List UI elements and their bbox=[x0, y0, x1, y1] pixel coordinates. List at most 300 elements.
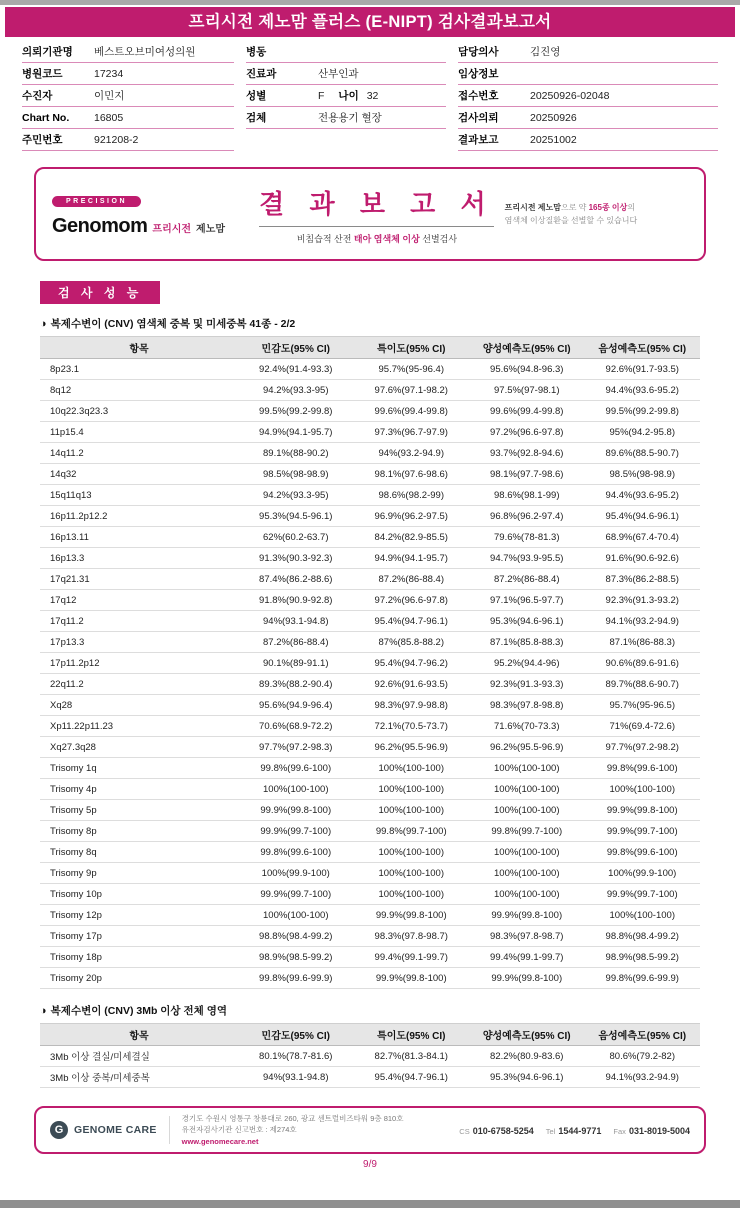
item-cell: Trisomy 20p bbox=[40, 968, 238, 989]
section-title-test-performance: 검 사 성 능 bbox=[40, 281, 160, 304]
field-label: 임상정보 bbox=[458, 68, 499, 80]
table-row bbox=[40, 779, 700, 800]
value-cell: 99.9%(99.8-100) bbox=[238, 800, 354, 821]
note-part: 염색체 이상질환을 선별할 수 있습니다 bbox=[504, 216, 638, 225]
value-cell: 99.9%(99.8-100) bbox=[469, 905, 585, 926]
value-cell: 98.6%(98.2-99) bbox=[354, 485, 470, 506]
field-label: 결과보고 bbox=[458, 134, 499, 146]
table-row bbox=[40, 695, 700, 716]
value-cell: 97.2%(96.6-97.8) bbox=[354, 590, 470, 611]
patient-info-col-3 bbox=[458, 41, 718, 151]
value-cell: 98.5%(98-98.9) bbox=[238, 464, 354, 485]
value-cell: 98.8%(98.4-99.2) bbox=[238, 926, 354, 947]
footer-contacts bbox=[459, 1121, 690, 1139]
value-cell: 94.9%(94.1-95.7) bbox=[354, 548, 470, 569]
field-label: 병동 bbox=[246, 46, 267, 58]
item-cell: 22q11.2 bbox=[40, 674, 238, 695]
info-row-dept bbox=[246, 63, 446, 85]
value-cell: 97.1%(96.5-97.7) bbox=[469, 590, 585, 611]
value-cell: 90.1%(89-91.1) bbox=[238, 653, 354, 674]
value-cell: 96.9%(96.2-97.5) bbox=[354, 506, 470, 527]
value-cell: 100%(100-100) bbox=[238, 905, 354, 926]
value-cell: 99.9%(99.7-100) bbox=[238, 884, 354, 905]
value-cell: 100%(100-100) bbox=[469, 884, 585, 905]
field-label: 수진자 bbox=[22, 90, 53, 102]
table-row bbox=[40, 674, 700, 695]
value-cell: 99.9%(99.7-100) bbox=[238, 821, 354, 842]
item-cell: 11p15.4 bbox=[40, 422, 238, 443]
value-cell: 95.2%(94.4-96) bbox=[469, 653, 585, 674]
value-cell: 100%(100-100) bbox=[354, 842, 470, 863]
value-cell: 99.8%(99.6-100) bbox=[238, 758, 354, 779]
value-cell: 91.8%(90.9-92.8) bbox=[238, 590, 354, 611]
page-number: 9/9 bbox=[363, 1159, 377, 1170]
value-cell: 94.2%(93.3-95) bbox=[238, 485, 354, 506]
column-header-specificity: 특이도(95% CI) bbox=[354, 1024, 470, 1046]
genomom-korean-1: 프리시전 bbox=[152, 224, 192, 235]
value-cell: 89.3%(88.2-90.4) bbox=[238, 674, 354, 695]
table-header-row bbox=[40, 1024, 700, 1046]
value-cell: 91.6%(90.6-92.6) bbox=[585, 548, 701, 569]
value-cell: 95.7%(95-96.5) bbox=[585, 695, 701, 716]
table-row bbox=[40, 947, 700, 968]
value-cell: 99.8%(99.6-100) bbox=[585, 758, 701, 779]
table-row bbox=[40, 1067, 700, 1088]
value-cell: 95.4%(94.7-96.1) bbox=[354, 611, 470, 632]
info-row-request-date bbox=[458, 107, 718, 129]
value-cell: 98.3%(97.8-98.7) bbox=[469, 926, 585, 947]
genomecare-logo-icon: G bbox=[50, 1121, 68, 1139]
value-cell: 87.2%(86-88.4) bbox=[238, 632, 354, 653]
value-cell: 99.6%(99.4-99.8) bbox=[469, 401, 585, 422]
table-row bbox=[40, 1046, 700, 1067]
field-value: F bbox=[318, 89, 325, 102]
address-line-2: 유전자검사기관 신고번호 : 제274호 bbox=[181, 1125, 297, 1135]
value-cell: 99.8%(99.7-100) bbox=[469, 821, 585, 842]
caption-text: 복제수변이 (CNV) 3Mb 이상 전체 영역 bbox=[50, 1005, 227, 1017]
value-cell: 97.7%(97.2-98.2) bbox=[585, 737, 701, 758]
info-row-sex-age bbox=[246, 85, 446, 107]
column-header-npv: 음성예측도(95% CI) bbox=[585, 337, 701, 359]
value-cell: 95%(94.2-95.8) bbox=[585, 422, 701, 443]
info-row-ward bbox=[246, 41, 446, 63]
value-cell: 98.3%(97.9-98.8) bbox=[354, 695, 470, 716]
table-row bbox=[40, 485, 700, 506]
item-cell: Trisomy 17p bbox=[40, 926, 238, 947]
table-row bbox=[40, 716, 700, 737]
item-cell: 15q11q13 bbox=[40, 485, 238, 506]
value-cell: 98.9%(98.5-99.2) bbox=[238, 947, 354, 968]
field-value: 20250926-02048 bbox=[530, 89, 610, 102]
value-cell: 68.9%(67.4-70.4) bbox=[585, 527, 701, 548]
field-value: 산부인과 bbox=[318, 68, 359, 80]
subtitle-part: 선별검사 bbox=[419, 233, 458, 244]
column-header-sensitivity: 민감도(95% CI) bbox=[238, 1024, 354, 1046]
value-cell: 89.7%(88.6-90.7) bbox=[585, 674, 701, 695]
value-cell: 72.1%(70.5-73.7) bbox=[354, 716, 470, 737]
genomom-korean-2: 제노맘 bbox=[196, 224, 226, 235]
value-cell: 98.1%(97.7-98.6) bbox=[469, 464, 585, 485]
value-cell: 94.9%(94.1-95.7) bbox=[238, 422, 354, 443]
table-row bbox=[40, 401, 700, 422]
value-cell: 82.2%(80.9-83.6) bbox=[469, 1046, 585, 1067]
value-cell: 97.7%(97.2-98.3) bbox=[238, 737, 354, 758]
contact-value: 010-6758-5254 bbox=[472, 1126, 534, 1136]
column-header-item: 항목 bbox=[40, 337, 238, 359]
item-cell: 8q12 bbox=[40, 380, 238, 401]
value-cell: 71%(69.4-72.6) bbox=[585, 716, 701, 737]
field-value: 921208-2 bbox=[94, 133, 139, 146]
value-cell: 96.2%(95.5-96.9) bbox=[469, 737, 585, 758]
cnv-duplication-table-body bbox=[40, 359, 700, 989]
item-cell: Trisomy 12p bbox=[40, 905, 238, 926]
item-cell: 16p13.3 bbox=[40, 548, 238, 569]
value-cell: 100%(100-100) bbox=[585, 905, 701, 926]
value-cell: 100%(100-100) bbox=[354, 800, 470, 821]
value-cell: 99.4%(99.1-99.7) bbox=[354, 947, 470, 968]
value-cell: 100%(100-100) bbox=[354, 884, 470, 905]
table-row bbox=[40, 737, 700, 758]
subtitle-highlight: 태아 염색체 이상 bbox=[353, 233, 420, 244]
item-cell: 10q22.3q23.3 bbox=[40, 401, 238, 422]
value-cell: 98.5%(98-98.9) bbox=[585, 464, 701, 485]
field-label: 주민번호 bbox=[22, 134, 63, 146]
banner-center bbox=[259, 184, 494, 245]
cnv-3mb-table bbox=[40, 1023, 700, 1088]
value-cell: 92.6%(91.7-93.5) bbox=[585, 359, 701, 380]
contact-fax bbox=[613, 1121, 690, 1139]
value-cell: 94.1%(93.2-94.9) bbox=[585, 1067, 701, 1088]
genomecare-logo-text: GENOME CARE bbox=[74, 1124, 157, 1136]
value-cell: 99.8%(99.6-99.9) bbox=[238, 968, 354, 989]
value-cell: 70.6%(68.9-72.2) bbox=[238, 716, 354, 737]
value-cell: 97.3%(96.7-97.9) bbox=[354, 422, 470, 443]
column-header-ppv: 양성예측도(95% CI) bbox=[469, 337, 585, 359]
value-cell: 100%(99.9-100) bbox=[238, 863, 354, 884]
value-cell: 99.9%(99.8-100) bbox=[354, 968, 470, 989]
table-row bbox=[40, 359, 700, 380]
value-cell: 90.6%(89.6-91.6) bbox=[585, 653, 701, 674]
field-value: 20251002 bbox=[530, 133, 577, 146]
value-cell: 95.4%(94.7-96.1) bbox=[354, 1067, 470, 1088]
field-value: 17234 bbox=[94, 67, 124, 80]
value-cell: 87.4%(86.2-88.6) bbox=[238, 569, 354, 590]
item-cell: 17p11.2p12 bbox=[40, 653, 238, 674]
field-value: 전용용기 혈장 bbox=[318, 112, 382, 124]
footer bbox=[34, 1106, 706, 1154]
item-cell: 17q11.2 bbox=[40, 611, 238, 632]
value-cell: 100%(100-100) bbox=[469, 779, 585, 800]
value-cell: 100%(100-100) bbox=[354, 863, 470, 884]
value-cell: 93.7%(92.8-94.6) bbox=[469, 443, 585, 464]
address-line-1: 경기도 수원시 영통구 창룡대로 260, 광교 센트럴비즈타워 9층 810호 bbox=[181, 1114, 404, 1124]
item-cell: 17q12 bbox=[40, 590, 238, 611]
value-cell: 99.9%(99.8-100) bbox=[469, 968, 585, 989]
footer-address bbox=[182, 1113, 404, 1147]
value-cell: 80.1%(78.7-81.6) bbox=[238, 1046, 354, 1067]
value-cell: 87.2%(86-88.4) bbox=[354, 569, 470, 590]
note-part: 으로 약 bbox=[560, 202, 589, 212]
info-row-org bbox=[22, 41, 234, 63]
item-cell: 3Mb 이상 결실/미세결실 bbox=[40, 1046, 238, 1067]
column-header-npv: 음성예측도(95% CI) bbox=[585, 1024, 701, 1046]
field-label: 성별 bbox=[246, 90, 267, 102]
item-cell: 16p13.11 bbox=[40, 527, 238, 548]
column-header-ppv: 양성예측도(95% CI) bbox=[469, 1024, 585, 1046]
contact-label: Tel bbox=[545, 1127, 556, 1136]
table-row bbox=[40, 632, 700, 653]
table-row bbox=[40, 800, 700, 821]
value-cell: 95.6%(94.9-96.4) bbox=[238, 695, 354, 716]
value-cell: 99.4%(99.1-99.7) bbox=[469, 947, 585, 968]
column-header-specificity: 특이도(95% CI) bbox=[354, 337, 470, 359]
contact-value: 1544-9771 bbox=[558, 1126, 602, 1136]
item-cell: Trisomy 5p bbox=[40, 800, 238, 821]
info-row-clinical bbox=[458, 63, 718, 85]
field-value: 16805 bbox=[94, 111, 124, 124]
value-cell: 99.9%(99.7-100) bbox=[585, 884, 701, 905]
column-header-item: 항목 bbox=[40, 1024, 238, 1046]
value-cell: 87.2%(86-88.4) bbox=[469, 569, 585, 590]
value-cell: 92.6%(91.6-93.5) bbox=[354, 674, 470, 695]
value-cell: 92.3%(91.3-93.2) bbox=[585, 590, 701, 611]
banner-title: 결 과 보 고 서 bbox=[259, 188, 495, 219]
table-row bbox=[40, 569, 700, 590]
info-row-receipt-no bbox=[458, 85, 718, 107]
field-label: 병원코드 bbox=[22, 68, 63, 80]
table-row bbox=[40, 464, 700, 485]
banner-divider bbox=[259, 226, 494, 227]
value-cell: 99.5%(99.2-99.8) bbox=[585, 401, 701, 422]
cnv-3mb-table-body bbox=[40, 1046, 700, 1088]
value-cell: 89.6%(88.5-90.7) bbox=[585, 443, 701, 464]
table-row bbox=[40, 548, 700, 569]
value-cell: 94%(93.1-94.8) bbox=[238, 1067, 354, 1088]
field-label: 나이 bbox=[338, 90, 359, 102]
table-row bbox=[40, 506, 700, 527]
value-cell: 98.8%(98.4-99.2) bbox=[585, 926, 701, 947]
table-row bbox=[40, 842, 700, 863]
value-cell: 98.1%(97.6-98.6) bbox=[354, 464, 470, 485]
note-part: 프리시전 제노맘 bbox=[504, 202, 561, 212]
value-cell: 95.3%(94.6-96.1) bbox=[469, 611, 585, 632]
value-cell: 100%(100-100) bbox=[585, 779, 701, 800]
caption-text: 복제수변이 (CNV) 염색체 중복 및 미세중복 41종 - 2/2 bbox=[50, 318, 296, 330]
value-cell: 98.9%(98.5-99.2) bbox=[585, 947, 701, 968]
table-row bbox=[40, 926, 700, 947]
info-row-specimen bbox=[246, 107, 446, 129]
value-cell: 98.3%(97.8-98.8) bbox=[469, 695, 585, 716]
value-cell: 99.6%(99.4-99.8) bbox=[354, 401, 470, 422]
value-cell: 79.6%(78-81.3) bbox=[469, 527, 585, 548]
item-cell: Trisomy 9p bbox=[40, 863, 238, 884]
value-cell: 99.9%(99.8-100) bbox=[585, 800, 701, 821]
value-cell: 99.8%(99.6-99.9) bbox=[585, 968, 701, 989]
field-value: 베스트오브미여성의원 bbox=[94, 46, 196, 58]
value-cell: 96.2%(95.5-96.9) bbox=[354, 737, 470, 758]
table-row bbox=[40, 863, 700, 884]
genomom-wordmark: Genomom bbox=[52, 215, 148, 237]
value-cell: 82.7%(81.3-84.1) bbox=[354, 1046, 470, 1067]
value-cell: 97.6%(97.1-98.2) bbox=[354, 380, 470, 401]
item-cell: Trisomy 8p bbox=[40, 821, 238, 842]
report-title-bar bbox=[5, 7, 735, 37]
value-cell: 97.2%(96.6-97.8) bbox=[469, 422, 585, 443]
top-gray-strip bbox=[0, 0, 740, 5]
value-cell: 95.3%(94.5-96.1) bbox=[238, 506, 354, 527]
patient-info-col-2 bbox=[246, 41, 446, 151]
value-cell: 95.4%(94.6-96.1) bbox=[585, 506, 701, 527]
field-value: 32 bbox=[366, 89, 379, 102]
field-label: 담당의사 bbox=[458, 46, 499, 58]
info-row-rrn bbox=[22, 129, 234, 151]
value-cell: 87%(85.8-88.2) bbox=[354, 632, 470, 653]
value-cell: 89.1%(88-90.2) bbox=[238, 443, 354, 464]
report-title: 프리시전 제노맘 플러스 (E-NIPT) 검사결과보고서 bbox=[188, 13, 552, 31]
table-row bbox=[40, 422, 700, 443]
value-cell: 100%(100-100) bbox=[469, 842, 585, 863]
subtitle-part: 비침습적 산전 bbox=[296, 233, 354, 244]
value-cell: 87.3%(86.2-88.5) bbox=[585, 569, 701, 590]
item-cell: Xp11.22p11.23 bbox=[40, 716, 238, 737]
genomecare-logo bbox=[50, 1121, 157, 1139]
info-row-doctor bbox=[458, 41, 718, 63]
note-highlight: 165종 이상 bbox=[588, 202, 628, 212]
item-cell: 8p23.1 bbox=[40, 359, 238, 380]
field-value: 김진영 bbox=[530, 46, 561, 58]
precision-badge: PRECISION bbox=[52, 196, 141, 207]
info-row-patient bbox=[22, 85, 234, 107]
table-row bbox=[40, 611, 700, 632]
value-cell: 95.3%(94.6-96.1) bbox=[469, 1067, 585, 1088]
item-cell: Trisomy 1q bbox=[40, 758, 238, 779]
bottom-gray-strip bbox=[0, 1200, 740, 1208]
table-row bbox=[40, 968, 700, 989]
value-cell: 94%(93.1-94.8) bbox=[238, 611, 354, 632]
contact-cs bbox=[459, 1121, 533, 1139]
item-cell: 3Mb 이상 중복/미세중복 bbox=[40, 1067, 238, 1088]
value-cell: 92.4%(91.4-93.3) bbox=[238, 359, 354, 380]
cnv-duplication-table bbox=[40, 336, 700, 989]
item-cell: 14q32 bbox=[40, 464, 238, 485]
cnv-3mb-caption bbox=[40, 1003, 700, 1018]
table-row bbox=[40, 380, 700, 401]
table-row bbox=[40, 590, 700, 611]
table-row bbox=[40, 527, 700, 548]
item-cell: Trisomy 8q bbox=[40, 842, 238, 863]
item-cell: Trisomy 10p bbox=[40, 884, 238, 905]
value-cell: 100%(100-100) bbox=[238, 779, 354, 800]
value-cell: 99.8%(99.7-100) bbox=[354, 821, 470, 842]
table-row bbox=[40, 443, 700, 464]
item-cell: Trisomy 18p bbox=[40, 947, 238, 968]
item-cell: Xq27.3q28 bbox=[40, 737, 238, 758]
footer-divider bbox=[169, 1116, 170, 1144]
banner-subtitle bbox=[259, 232, 494, 245]
value-cell: 99.9%(99.7-100) bbox=[585, 821, 701, 842]
website-link[interactable]: www.genomecare.net bbox=[181, 1136, 259, 1146]
info-row-hospital-code bbox=[22, 63, 234, 85]
table-row bbox=[40, 821, 700, 842]
item-cell: Trisomy 4p bbox=[40, 779, 238, 800]
value-cell: 84.2%(82.9-85.5) bbox=[354, 527, 470, 548]
value-cell: 71.6%(70-73.3) bbox=[469, 716, 585, 737]
field-label: 검체 bbox=[246, 112, 267, 124]
value-cell: 96.8%(96.2-97.4) bbox=[469, 506, 585, 527]
table-header-row bbox=[40, 337, 700, 359]
value-cell: 99.8%(99.6-100) bbox=[585, 842, 701, 863]
genomom-logo-text bbox=[52, 215, 249, 238]
field-label: 진료과 bbox=[246, 68, 277, 80]
value-cell: 99.5%(99.2-99.8) bbox=[238, 401, 354, 422]
banner-note bbox=[505, 201, 688, 227]
value-cell: 100%(100-100) bbox=[469, 758, 585, 779]
field-value: 20250926 bbox=[530, 111, 577, 124]
contact-label: Fax bbox=[613, 1127, 626, 1136]
item-cell: 14q11.2 bbox=[40, 443, 238, 464]
field-label: Chart No. bbox=[22, 111, 70, 124]
column-header-sensitivity: 민감도(95% CI) bbox=[238, 337, 354, 359]
info-row-chart-no bbox=[22, 107, 234, 129]
table-row bbox=[40, 884, 700, 905]
value-cell: 98.3%(97.8-98.7) bbox=[354, 926, 470, 947]
value-cell: 87.1%(86-88.3) bbox=[585, 632, 701, 653]
contact-tel bbox=[546, 1121, 602, 1139]
cnv-duplication-caption bbox=[40, 316, 700, 331]
result-report-banner bbox=[34, 167, 706, 261]
genomom-logo bbox=[52, 190, 249, 238]
value-cell: 100%(100-100) bbox=[469, 800, 585, 821]
field-label: 검사의뢰 bbox=[458, 112, 499, 124]
value-cell: 95.6%(94.8-96.3) bbox=[469, 359, 585, 380]
value-cell: 94%(93.2-94.9) bbox=[354, 443, 470, 464]
contact-value: 031-8019-5004 bbox=[628, 1126, 690, 1136]
field-value: 이민지 bbox=[94, 90, 125, 102]
value-cell: 62%(60.2-63.7) bbox=[238, 527, 354, 548]
field-label: 접수번호 bbox=[458, 90, 499, 102]
table-row bbox=[40, 905, 700, 926]
value-cell: 92.3%(91.3-93.3) bbox=[469, 674, 585, 695]
value-cell: 94.4%(93.6-95.2) bbox=[585, 380, 701, 401]
value-cell: 91.3%(90.3-92.3) bbox=[238, 548, 354, 569]
value-cell: 94.4%(93.6-95.2) bbox=[585, 485, 701, 506]
value-cell: 95.4%(94.7-96.2) bbox=[354, 653, 470, 674]
patient-info-col-1 bbox=[22, 41, 234, 151]
value-cell: 100%(100-100) bbox=[354, 758, 470, 779]
value-cell: 94.2%(93.3-95) bbox=[238, 380, 354, 401]
value-cell: 99.8%(99.6-100) bbox=[238, 842, 354, 863]
half-circle-icon: ◑ bbox=[40, 1004, 47, 1017]
info-row-report-date bbox=[458, 129, 718, 151]
table-row bbox=[40, 653, 700, 674]
value-cell: 100%(100-100) bbox=[354, 779, 470, 800]
note-part: 의 bbox=[627, 202, 636, 212]
value-cell: 100%(100-100) bbox=[469, 863, 585, 884]
value-cell: 98.6%(98.1-99) bbox=[469, 485, 585, 506]
value-cell: 87.1%(85.8-88.3) bbox=[469, 632, 585, 653]
value-cell: 95.7%(95-96.4) bbox=[354, 359, 470, 380]
item-cell: 17q21.31 bbox=[40, 569, 238, 590]
item-cell: Xq28 bbox=[40, 695, 238, 716]
field-label: 의뢰기관명 bbox=[22, 46, 73, 58]
item-cell: 16p11.2p12.2 bbox=[40, 506, 238, 527]
value-cell: 80.6%(79.2-82) bbox=[585, 1046, 701, 1067]
patient-info-section bbox=[0, 37, 740, 151]
item-cell: 17p13.3 bbox=[40, 632, 238, 653]
table-row bbox=[40, 758, 700, 779]
half-circle-icon: ◑ bbox=[40, 317, 47, 330]
value-cell: 99.9%(99.8-100) bbox=[354, 905, 470, 926]
